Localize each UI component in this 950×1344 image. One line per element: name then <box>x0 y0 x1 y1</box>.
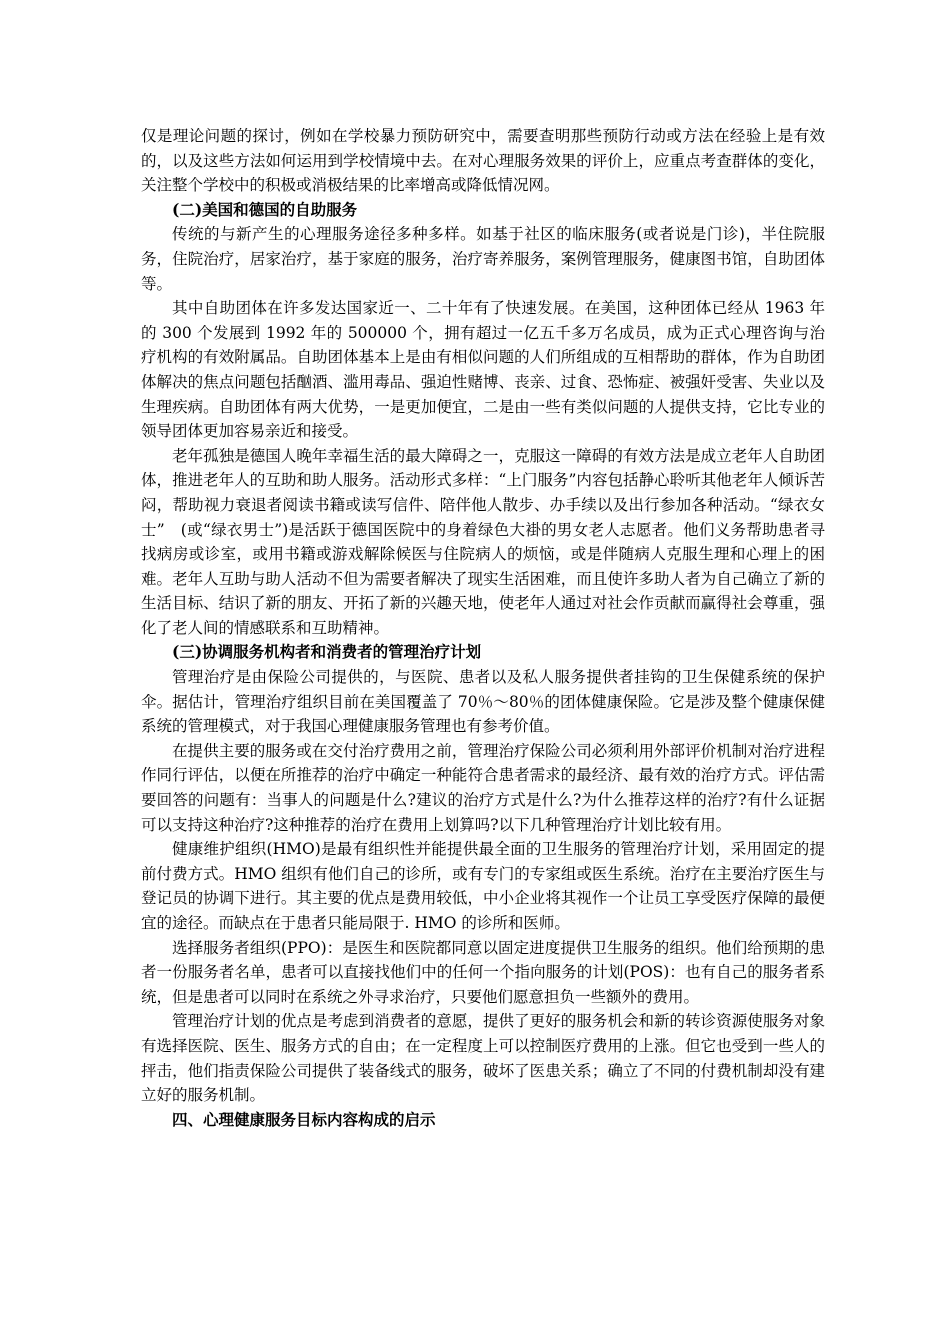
paragraph-elderly-germany: 老年孤独是德国人晚年幸福生活的最大障碍之一，克服这一障碍的有效方法是成立老年人自助团体，推进老年人的互助和助人服务。活动形式多样：“上门服务”内容包括静心聆听其他老年人倾诉苦闷，帮助视力衰退者阅读书籍或读写信件、陪伴他人散步、办手续以及出行参加各种活动。“绿衣女士” (或“绿衣男士”)是活跃于德国医院中的身着绿色大褂的男女老人志愿者。他们义务帮助患者寻找病房或诊室，或用书籍或游戏解除候医与住院病人的烦恼，或是伴随病人克服生理和心理上的困难。老年人互助与助人活动不但为需要者解决了现实生活困难，而且使许多助人者为自己确立了新的生活目标、结识了新的朋友、开拓了新的兴趣天地，使老年人通过对社会作贡献而赢得社会尊重，强化了老人间的情感联系和互助精神。 <box>141 446 825 637</box>
section-heading-managed-care: (三)协调服务机构者和消费者的管理治疗计划 <box>172 642 482 662</box>
section-heading-four: 四、心理健康服务目标内容构成的启示 <box>172 1109 436 1129</box>
paragraph-pros-cons: 管理治疗计划的优点是考虑到消费者的意愿，提供了更好的服务机会和新的转诊资源使服务对象有选择医院、医生、服务方式的自由；在一定程度上可以控制医疗费用的上涨。但它也受到一些人的抨击，他们指责保险公司提供了装备线式的服务，破坏了医患关系；确立了不同的付费机制却没有建立好的服务机制。 <box>141 1012 825 1105</box>
paragraph-hmo: 健康维护组织(HMO)是最有组织性并能提供最全面的卫生服务的管理治疗计划，采用固定的提前付费方式。HMO 组织有他们自己的诊所，或有专门的专家组或医生系统。治疗在主要治疗医生与登记员的协调下进行。其主要的优点是费用较低，中小企业将其视作一个让员工享受医疗保障的最便宜的途径。而缺点在于患者只能局限于. HMO 的诊所和医师。 <box>141 840 825 932</box>
paragraph-service-channels: 传统的与新产生的心理服务途径多种多样。如基于社区的临床服务(或者说是门诊)，半住院服务，住院治疗，居家治疗，基于家庭的服务，治疗寄养服务，案例管理服务，健康图书馆，自助团体等。 <box>141 225 825 293</box>
section-heading-self-help: (二)美国和德国的自助服务 <box>172 199 358 219</box>
document-page <box>141 124 825 1132</box>
paragraph-peer-review: 在提供主要的服务或在交付治疗费用之前，管理治疗保险公司必须利用外部评价机制对治疗进程作同行评估，以便在所推荐的治疗中确定一种能符合患者需求的最经济、最有效的治疗方式。评估需要回答的问题有：当事人的问题是什么?建议的治疗方式是什么?为什么推荐这样的治疗?有什么证据可以支持这种治疗?这种推荐的治疗在费用上划算吗?以下几种管理治疗计划比较有用。 <box>141 741 825 834</box>
paragraph-ppo: 选择服务者组织(PPO)：是医生和医院都同意以固定进度提供卫生服务的组织。他们给预期的患者一份服务者名单，患者可以直接找他们中的任何一个指向服务的计划(POS)：也有自己的服务者系统，但是患者可以同时在系统之外寻求治疗，只要他们愿意担负一些额外的费用。 <box>141 938 825 1006</box>
paragraph-self-help-groups: 其中自助团体在许多发达国家近一、二十年有了快速发展。在美国，这种团体已经从 1963 年的 300 个发展到 1992 年的 500000 个，拥有超过一亿五千多万名成员，成为正式心理咨询与治疗机构的有效附属品。自助团体基本上是由有相似问题的人们所组成的互相帮助的群体，作为自助团体解决的焦点问题包括酗酒、滥用毒品、强迫性赌博、丧亲、过食、恐怖症、被强奸受害、失业以及生理疾病。自助团体有两大优势，一是更加便宜，二是由一些有类似问题的人提供支持，它比专业的领导团体更加容易亲近和接受。 <box>141 299 825 441</box>
paragraph-continuation: 仅是理论问题的探讨，例如在学校暴力预防研究中，需要查明那些预防行动或方法在经验上是有效的，以及这些方法如何运用到学校情境中去。在对心理服务效果的评价上，应重点考查群体的变化，关注整个学校中的积极或消极结果的比率增高或降低情况网。 <box>141 127 825 195</box>
paragraph-managed-care-intro: 管理治疗是由保险公司提供的，与医院、患者以及私人服务提供者挂钩的卫生保健系统的保护伞。据估计，管理治疗组织目前在美国覆盖了 70％～80％的团体健康保险。它是涉及整个健康保健系统的管理模式，对于我国心理健康服务管理也有参考价值。 <box>141 668 825 736</box>
